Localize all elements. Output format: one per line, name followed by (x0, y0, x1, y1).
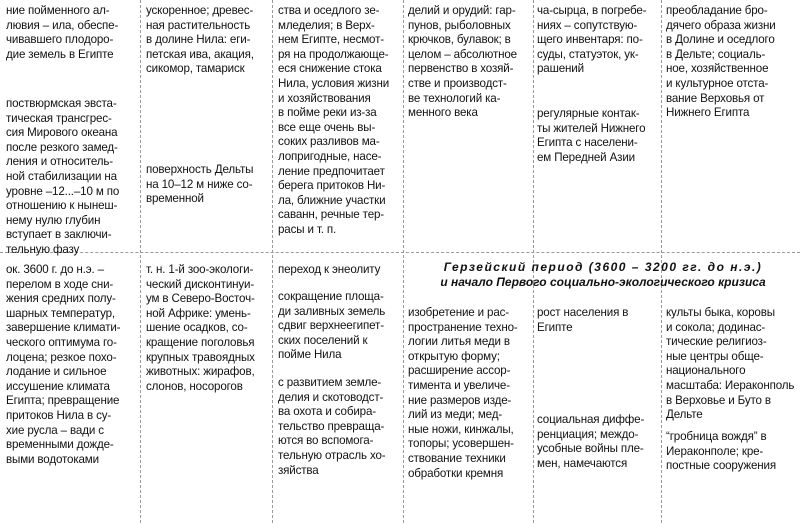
bottom-col2-para1: т. н. 1-й зоо-экологи- ческий дисконтинуи- ум в Северо-Восточ- ной Африке: умень- шение осадков, со- кращение поголовья крупных травоядных животных: жирафов, слонов, носорогов (146, 263, 255, 393)
period-header (406, 260, 800, 290)
top-col5-para2: регулярные контак- ты жителей Нижнего Египта с населени- ем Передней Азии (537, 107, 646, 164)
bottom-col6-para1: культы быка, коровы и сокола; додинас- тические религиоз- ные центры обще- национального масштаба: Иераконполь в Верховье и Буто в Дельте (666, 306, 795, 422)
bottom-col6-para2: “гробница вождя” в Иераконполе; кре- постные сооружения (666, 430, 776, 473)
period-title: Герзейский период (3600 – 3200 гг. до н.э.) (443, 260, 763, 274)
bottom-col3-para3: с развитием земле- делия и скотоводст- ва охота и собира- тельство превраща- ются во вспомога- тельную отрасль хо- зяйства (278, 376, 386, 477)
top-col2-para2: поверхность Дельты на 10–12 м ниже со- временной (146, 163, 254, 206)
top-col6-para1: преобладание бро- дячего образа жизни в Долине и оседлого в Дельте; социаль- ное, хозяйственное и культурное отста- вание Верховья от Нижнего Египта (666, 4, 776, 120)
top-col3-para1: ства и оседлого зе- мледелия; в Верх- нем Египте, несмот- ря на продолжающе- еся снижение стока Нила, условия жизни и хозяйствования в пойме реки из-за все еще очень вы- соких разливов ма- лопригодные, насе- ление предпочитает берега притоков Ни- ла, ближние участки саванн, речные тер- расы и т. п. (278, 4, 390, 236)
bottom-col1-para1: ок. 3600 г. до н.э. – перелом в ходе сни- жения средних полу- шарных температур, завершение климати- ческого оптимума го- лоцена; резкое похо- лодание и сильное иссушение климата Египта; превращение притоков Нила в су- хие русла – вади с временными дожде- выми водотоками (6, 263, 121, 466)
column-divider (140, 0, 141, 523)
top-col1-para2: поствюрмская эвста- тическая трансгрес- сия Мирового океана после резкого замед- ления и относитель- ной стабилизации на уровне –12...–10 м по отношению к нынеш- нему нулю глубин вступает в заключи- тельную фазу (6, 97, 120, 256)
top-col2-para1: ускоренное; древес- ная растительность в долине Нила: еги- петская ива, акация, сикомор, тамариск (146, 4, 254, 76)
column-divider (403, 0, 404, 523)
bottom-col5-para1: рост населения в Египте (537, 306, 629, 334)
bottom-col4-para1: изобретение и рас- пространение техно- логии литья меди в открытую форму; расширение ассор- тимента и увеличе- ние размеров изде- лий из меди; мед- ные ножи, кинжалы, топоры; усовершен- ствование техники обработки кремня (408, 306, 518, 480)
column-divider (272, 0, 273, 523)
period-subtitle: и начало Первого социально-экологического кризиса (440, 275, 766, 289)
top-col1-para1: ние пойменного ал- лювия – ила, обеспе- чивавшего плодоро- дие земель в Египте (6, 4, 119, 61)
bottom-col3-para2: сокращение площа- ди заливных земель сдвиг верхнеегипет- ских поселений к пойме Нила (278, 290, 386, 362)
top-col4-para1: делий и орудий: гар- пунов, рыболовных крючков, булавок; в целом – абсолютное первенство в хозяй- стве и производст- ве технологий ка- менного века (408, 4, 517, 120)
top-col5-para1: ча-сырца, в погребе- ниях – сопутствую- щего инвентаря: по- суды, статуэток, ук- рашений (537, 4, 647, 76)
bottom-col5-para2: социальная диффе- ренциация; междо- усобные войны пле- мен, намечаются (537, 413, 645, 470)
bottom-col3-para1: переход к энеолиту (278, 263, 381, 276)
